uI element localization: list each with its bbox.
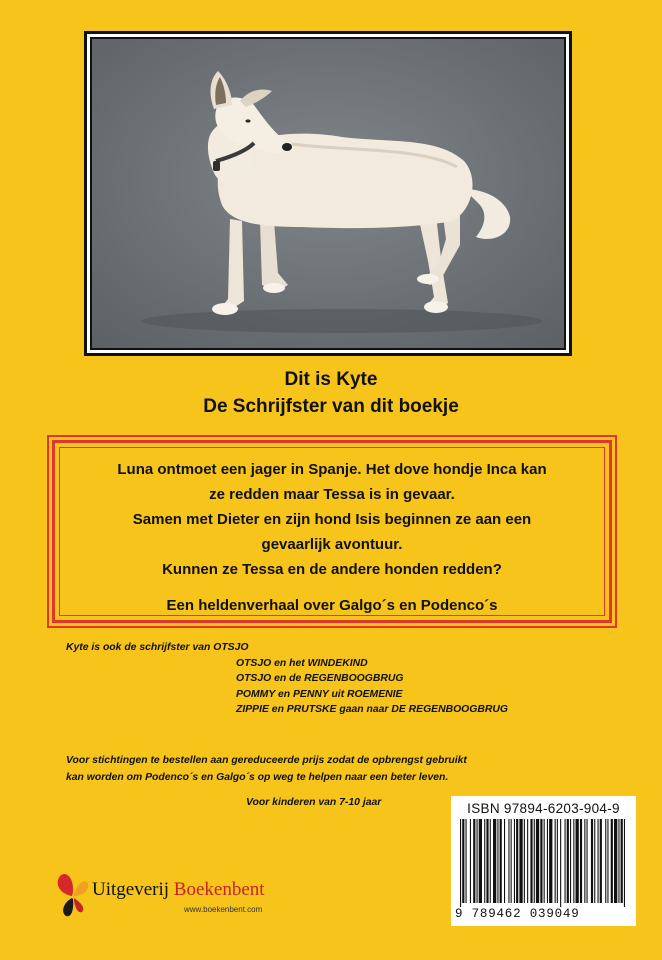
barcode-bar (500, 819, 502, 903)
blurb-text (55, 457, 609, 618)
barcode-bar (493, 819, 496, 903)
barcode-bar (560, 819, 561, 907)
barcode-bar (514, 819, 515, 903)
barcode-bar (587, 819, 588, 903)
other-book-title: ZIPPIE en PRUTSKE gaan naar DE REGENBOOGBRUG (236, 704, 508, 715)
photo-caption-subtitle: De Schrijfster van dit boekje (203, 396, 459, 417)
barcode-bar (580, 819, 582, 903)
barcode-bars (457, 819, 630, 907)
barcode-bar (567, 819, 569, 903)
barcode-bar (524, 819, 525, 903)
barcode-bar (508, 819, 509, 903)
blurb-line: ze redden maar Tessa is in gevaar. (209, 486, 455, 503)
publisher-brand: Boekenbent (173, 879, 265, 900)
publisher-name (92, 879, 265, 901)
barcode-bar (591, 819, 593, 903)
barcode-bar (611, 819, 613, 903)
butterfly-logo-icon (56, 870, 90, 920)
barcode-bar (605, 819, 606, 903)
photo-caption-title: Dit is Kyte (284, 369, 378, 390)
barcode-bar (600, 819, 602, 903)
barcode-bar (466, 819, 467, 903)
blurb-line: gevaarlijk avontuur. (261, 536, 403, 553)
barcode-bar (511, 819, 512, 903)
barcode-bar (462, 819, 464, 903)
isbn-label: ISBN 97894-6203-904-9 (467, 801, 620, 816)
barcode-bar (584, 819, 585, 903)
barcode-bar (618, 819, 619, 903)
barcode-bar (519, 819, 522, 903)
barcode-bar (594, 819, 595, 903)
other-books-list (66, 640, 508, 718)
publisher-logo (56, 870, 265, 925)
barcode-bar (598, 819, 599, 903)
barcode-bar (621, 819, 623, 903)
blurb-line: Samen met Dieter en zijn hond Isis beginnen ze aan een (132, 511, 532, 528)
barcode-bar (470, 819, 471, 903)
barcode-bar (497, 819, 498, 903)
publisher-prefix: Uitgeverij (92, 879, 174, 900)
barcode-bar (540, 819, 542, 903)
barcode-bar (555, 819, 556, 903)
barcode-bar (549, 819, 552, 903)
barcode-bar (536, 819, 539, 903)
other-book-title: OTSJO en het WINDEKIND (236, 657, 368, 669)
barcode-bar (607, 819, 608, 903)
other-books-intro: Kyte is ook de schrijfster van OTSJO (66, 642, 249, 653)
age-range: Voor kinderen van 7-10 jaar (246, 797, 382, 808)
barcode-bar (557, 819, 558, 903)
barcode-bar (570, 819, 571, 903)
barcode-bar (576, 819, 579, 903)
other-book-title: POMMY en PENNY uit ROEMENIE (236, 688, 403, 700)
barcode-bar (477, 819, 478, 903)
barcode-bar (530, 819, 532, 903)
barcode-digits: 9 789462 039049 (455, 907, 580, 921)
barcode-bar (614, 819, 617, 903)
barcode-bar (624, 819, 625, 907)
author-photo-frame (84, 31, 572, 356)
blurb-tagline: Een heldenverhaal over Galgo´s en Podenco´s (166, 597, 498, 614)
barcode-bar (527, 819, 528, 903)
foundation-note (66, 752, 606, 786)
publisher-url: www.boekenbent.com (184, 905, 263, 914)
barcode-bar (516, 819, 518, 903)
barcode-bar (486, 819, 488, 903)
barcode-bar (490, 819, 491, 903)
barcode-bar (547, 819, 548, 903)
blurb-line: Luna ontmoet een jager in Spanje. Het dove hondje Inca kan (117, 461, 547, 478)
barcode-bar (544, 819, 545, 903)
barcode-bar (573, 819, 574, 903)
barcode-bar (565, 819, 566, 903)
foundation-note-line: Voor stichtingen te bestellen aan gereduceerde prijs zodat de opbrengst gebruikt (66, 755, 467, 766)
foundation-note-line: kan worden om Podenco´s en Galgo´s op weg te helpen naar een beter leven. (66, 772, 449, 783)
barcode-bar (460, 819, 461, 907)
blurb-box (52, 440, 612, 623)
blurb-line: Kunnen ze Tessa en de andere honden redden? (162, 561, 502, 578)
barcode-bar (479, 819, 482, 903)
author-dog-photo (90, 37, 566, 350)
isbn-barcode (451, 796, 636, 926)
barcode-bar (473, 819, 475, 903)
barcode-bar (484, 819, 485, 903)
barcode-bar (504, 819, 505, 903)
barcode-bar (534, 819, 535, 903)
other-book-title: OTSJO en de REGENBOOGBRUG (236, 673, 404, 684)
